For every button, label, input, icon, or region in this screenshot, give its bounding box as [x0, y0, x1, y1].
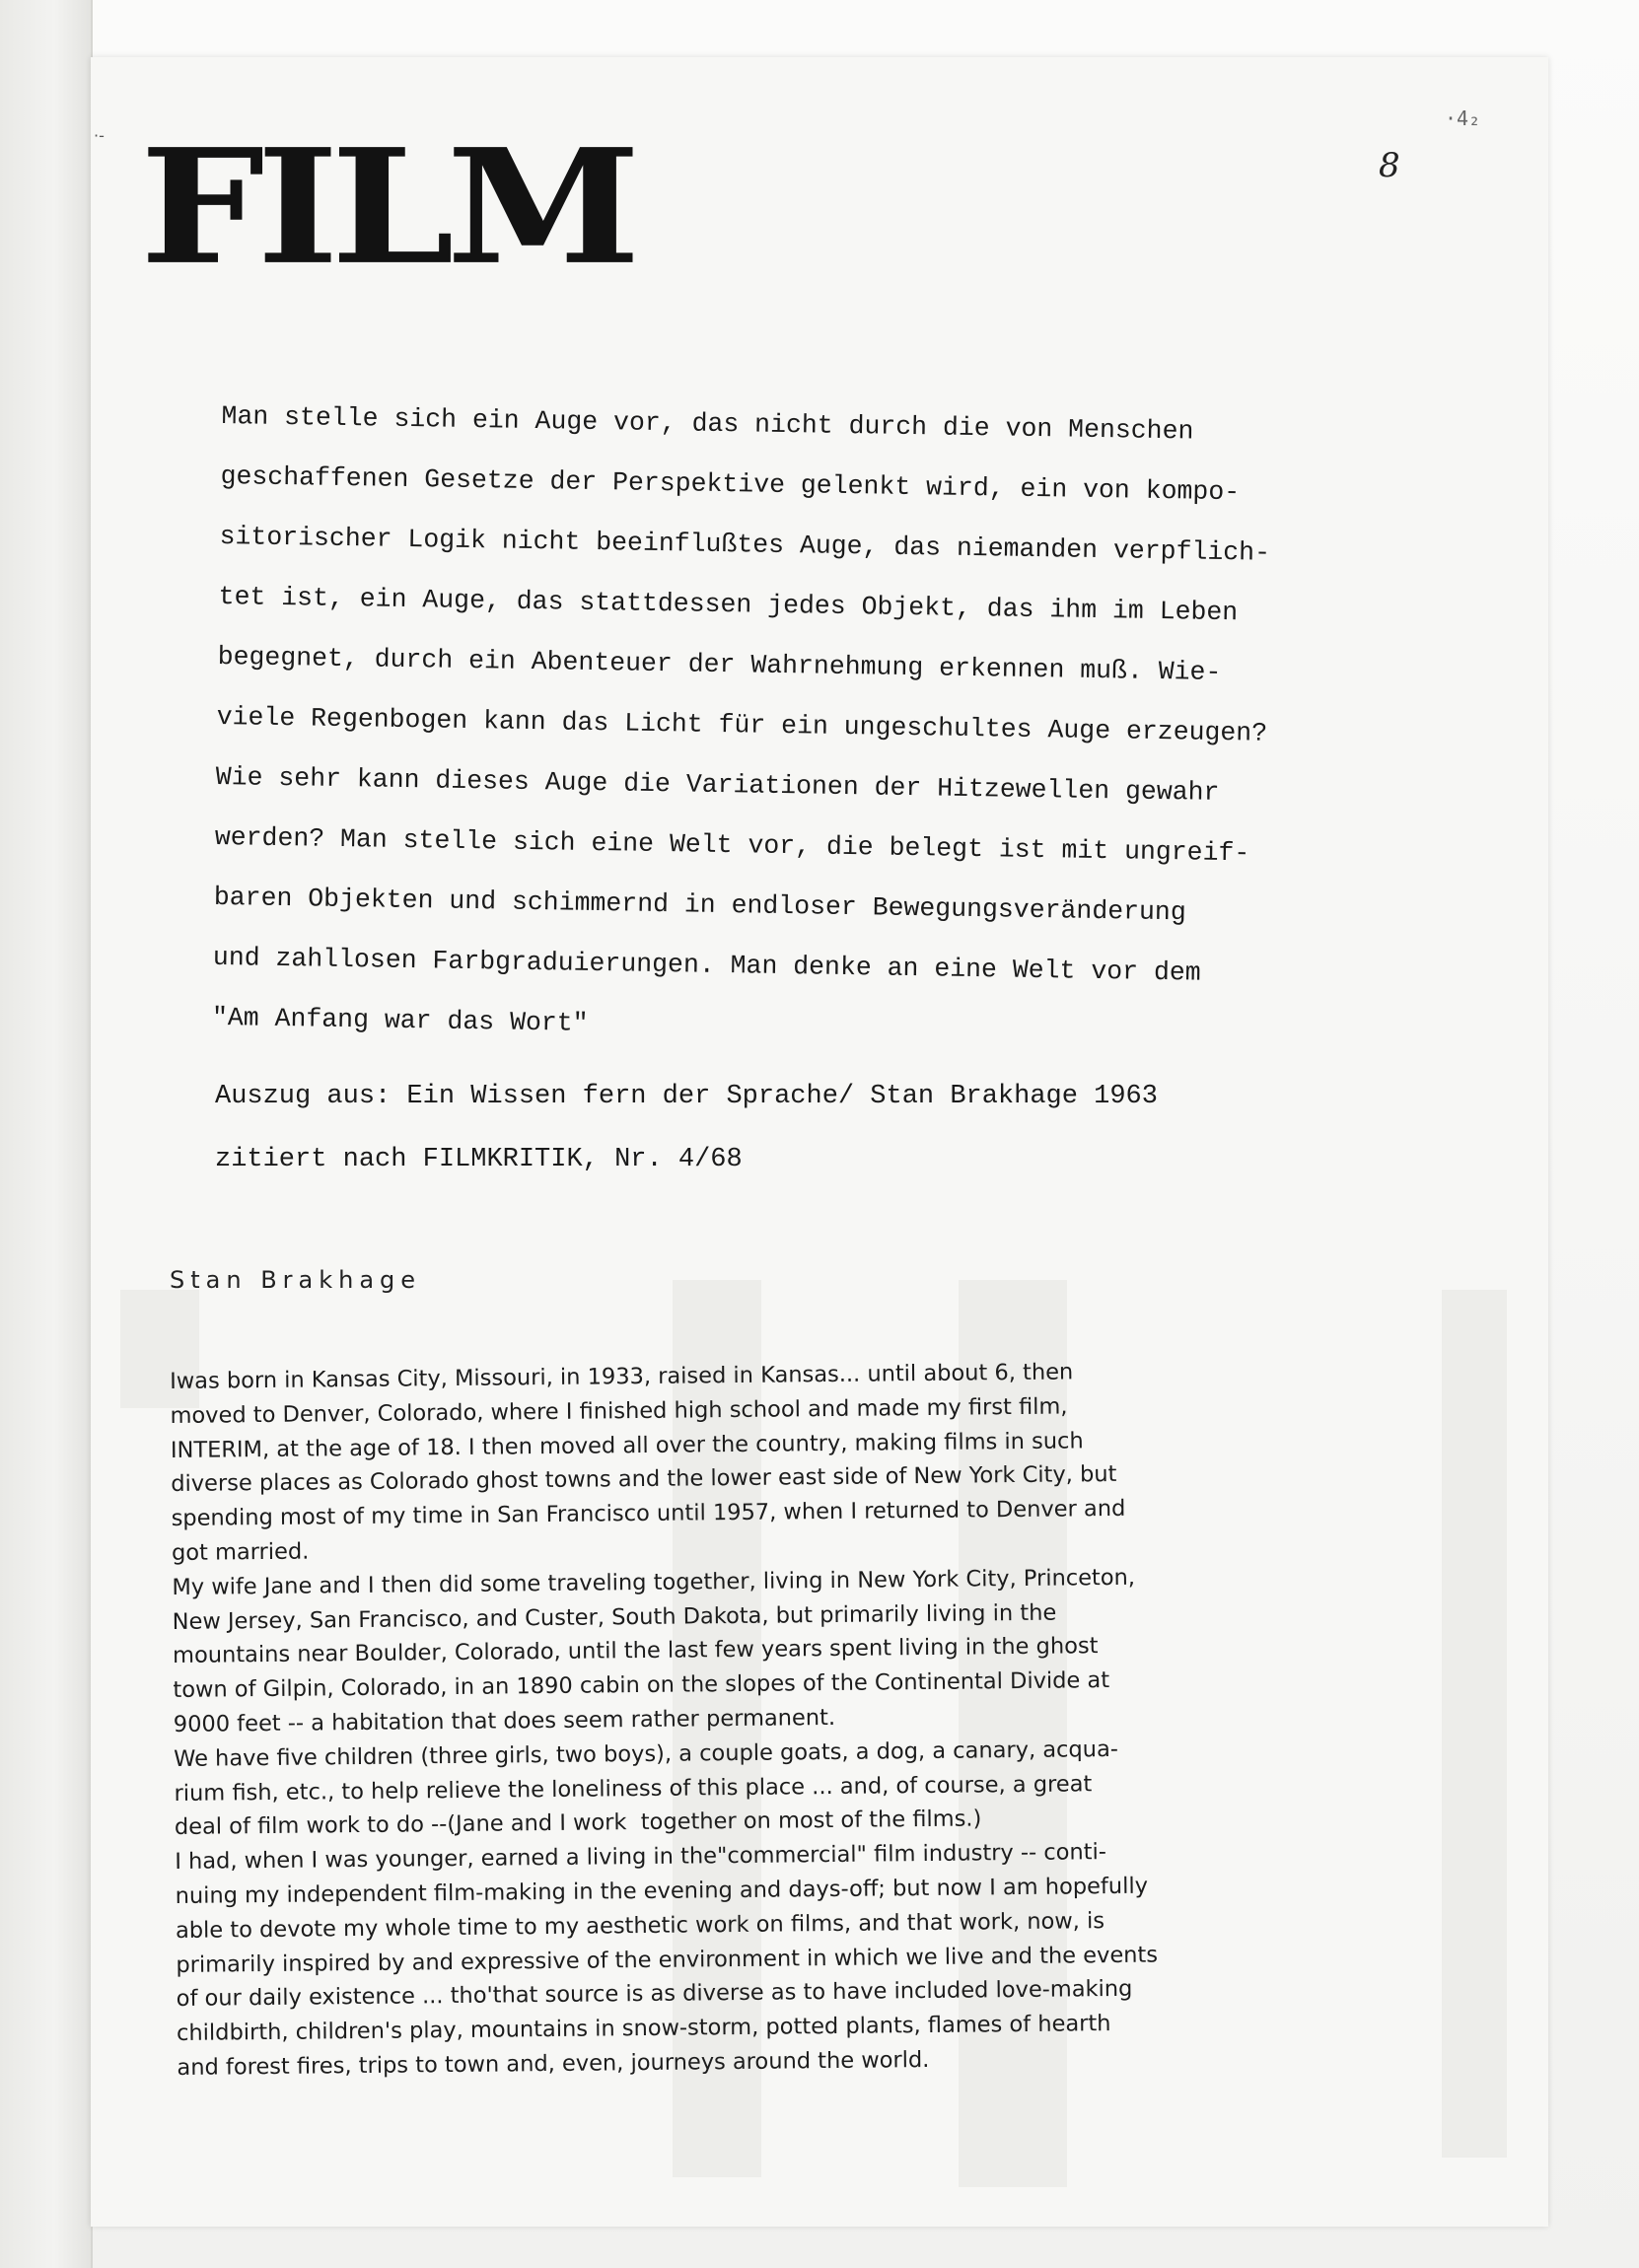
- bio-line: spending most of my time in San Francisco until 1957, when I returned to Denver and: [171, 1496, 1126, 1532]
- quote-line: begegnet, durch ein Abenteuer der Wahrnehmung erkennen muß. Wie-: [217, 641, 1222, 687]
- quote-line: tet ist, ein Auge, das stattdessen jedes Objekt, das ihm im Leben: [218, 581, 1239, 628]
- corner-mark: ·4₂: [1445, 106, 1481, 130]
- author-heading: Stan Brakhage: [170, 1266, 422, 1294]
- bio-line: Iwas born in Kansas City, Missouri, in 1933, raised in Kansas... until about 6, then: [170, 1359, 1074, 1394]
- bio-line: diverse places as Colorado ghost towns and the lower east side of New York City, but: [171, 1461, 1117, 1498]
- bio-line: of our daily existence ... tho'that source is as diverse as to have included love-making: [176, 1976, 1133, 2013]
- quote-line: baren Objekten und schimmernd in endloser Bewegungsveränderung: [213, 882, 1186, 928]
- quote-line: und zahllosen Farbgraduierungen. Man denke an eine Welt vor dem: [212, 942, 1201, 988]
- bio-line: able to devote my whole time to my aesthetic work on films, and that work, now, is: [175, 1907, 1105, 1944]
- page-number: 8: [1379, 146, 1400, 185]
- biography-block: [170, 1350, 1548, 2085]
- bio-line: nuing my independent film-making in the evening and days-off; but now I am hopefully: [175, 1873, 1149, 1909]
- bio-line: INTERIM, at the age of 18. I then moved all over the country, making films in such: [170, 1427, 1084, 1463]
- quote-line: Wie sehr kann dieses Auge die Variationen der Hitzewellen gewahr: [215, 761, 1220, 808]
- bio-line: moved to Denver, Colorado, where I finished high school and made my first film,: [170, 1393, 1068, 1429]
- citation-block: [215, 1065, 1158, 1191]
- quote-line: geschaffenen Gesetze der Perspektive gelenkt wird, ein von kompo-: [220, 461, 1241, 508]
- bio-line: childbirth, children's play, mountains in snow-storm, potted plants, flames of hearth: [176, 2011, 1111, 2047]
- bio-line: mountains near Boulder, Colorado, until the last few years spent living in the ghost: [172, 1633, 1099, 1669]
- quote-block: [211, 387, 1473, 1068]
- bio-line: My wife Jane and I then did some traveling together, living in New York City, Princeton,: [172, 1564, 1136, 1600]
- previous-page-edge: [0, 0, 93, 2268]
- bio-line: primarily inspired by and expressive of the environment in which we live and the events: [176, 1942, 1159, 1978]
- bio-line: town of Gilpin, Colorado, in an 1890 cabin on the slopes of the Continental Divide at: [173, 1667, 1110, 1704]
- bio-line: rium fish, etc., to help relieve the loneliness of this place ... and, of course, a great: [174, 1770, 1093, 1807]
- stray-mark: ·-: [94, 126, 105, 145]
- citation-reference: zitiert nach FILMKRITIK, Nr. 4/68: [215, 1145, 743, 1174]
- bio-line: deal of film work to do --(Jane and I work together on most of the films.): [174, 1806, 982, 1841]
- bio-line: I had, when I was younger, earned a living in the"commercial" film industry -- conti-: [175, 1839, 1107, 1876]
- quote-line: viele Regenbogen kann das Licht für ein ungeschultes Auge erzeugen?: [216, 701, 1268, 748]
- quote-line: sitorischer Logik nicht beeinflußtes Auge, das niemanden verpflich-: [219, 521, 1271, 568]
- bio-line: got married.: [171, 1538, 310, 1566]
- page-title: FILM: [140, 113, 633, 300]
- quote-line: werden? Man stelle sich eine Welt vor, die belegt ist mit ungreif-: [214, 821, 1250, 869]
- bio-line: 9000 feet -- a habitation that does seem rather permanent.: [173, 1704, 836, 1737]
- bio-line: and forest fires, trips to town and, even, journeys around the world.: [177, 2046, 930, 2081]
- quote-line: "Am Anfang war das Wort": [211, 1002, 589, 1038]
- citation-source: Auszug aus: Ein Wissen fern der Sprache/ Stan Brakhage 1963: [215, 1082, 1158, 1111]
- quote-line: Man stelle sich ein Auge vor, das nicht durch die von Menschen: [221, 400, 1194, 447]
- bio-line: New Jersey, San Francisco, and Custer, South Dakota, but primarily living in the: [172, 1599, 1057, 1635]
- bio-line: We have five children (three girls, two boys), a couple goats, a dog, a canary, acqua-: [174, 1736, 1119, 1772]
